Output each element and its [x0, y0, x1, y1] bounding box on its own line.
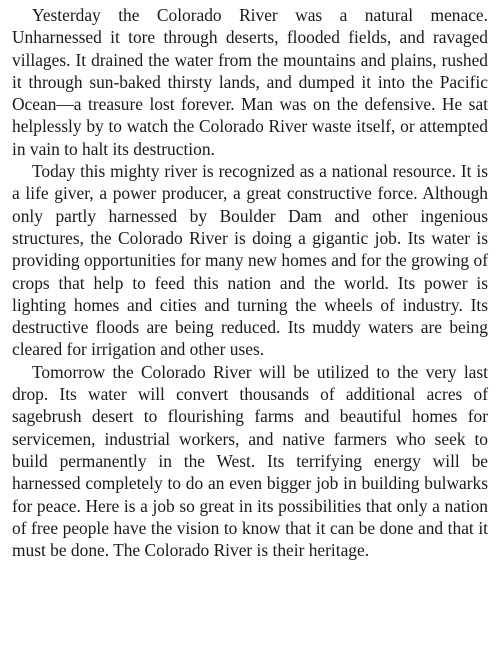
- paragraph-today: Today this mighty river is recognized as a national resource. It is a life giver, a power producer, a great constructive force. Although only partly harnessed by Boulder Dam and other ingenious structures, the Colorado River is doing a gigantic job. Its water is providing opportunities for many new homes and for the growing of crops that help to feed this nation and the world. Its power is lighting homes and cities and turning the wheels of industry. Its destructive floods are being reduced. Its muddy waters are being cleared for irrigation and other uses.: [12, 161, 488, 360]
- paragraph-tomorrow: Tomorrow the Colorado River will be utilized to the very last drop. Its water will convert thousands of additional acres of sagebrush desert to flourishing farms and beautiful homes for servicemen, industrial workers, and native farmers who seek to build permanently in the West. Its terrifying energy will be harnessed completely to do an even bigger job in building bulwarks for peace. Here is a job so great in its possibilities that only a nation of free people have the vision to know that it can be done and that it must be done. The Colorado River is their heritage.: [12, 361, 488, 561]
- paragraph-yesterday: Yesterday the Colorado River was a natural menace. Unharnessed it tore through deserts, flooded fields, and ravaged villages. It drained the water from the mountains and plains, rushed it through sun-baked thirsty lands, and dumped it into the Pacific Ocean—a treasure lost forever. Man was on the defensive. He sat helplessly by to watch the Colorado River waste itself, or attempted in vain to halt its destruction.: [12, 5, 488, 159]
